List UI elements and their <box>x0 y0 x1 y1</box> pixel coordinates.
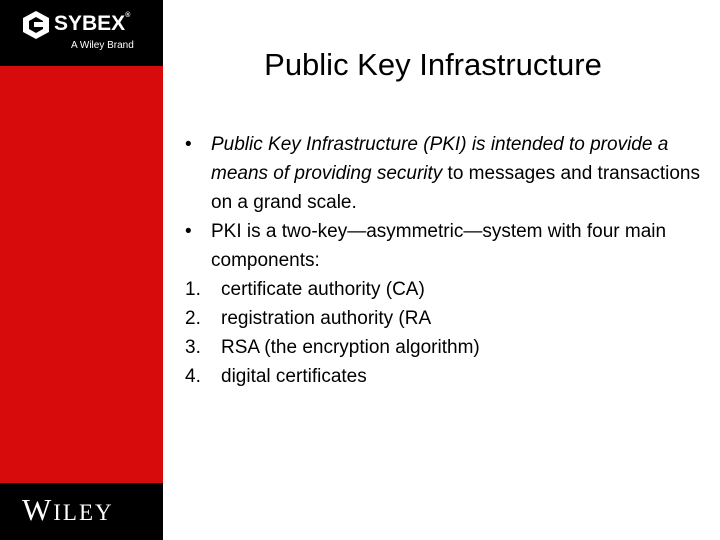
bullet-item <box>185 217 705 275</box>
slide-title: Public Key Infrastructure <box>264 47 602 82</box>
numbered-text: digital certificates <box>221 366 367 387</box>
numbered-text: RSA (the encryption algorithm) <box>221 337 480 358</box>
bullet-marker: • <box>185 221 192 242</box>
sybex-logo-subtitle: A Wiley Brand <box>71 40 134 51</box>
numbered-text: registration authority (RA <box>221 308 432 329</box>
bullet-text: PKI is a two-key—asymmetric—system with four main components: <box>211 221 667 271</box>
bullet-item <box>185 130 705 217</box>
number-marker: 2. <box>185 308 201 329</box>
numbered-text: certificate authority (CA) <box>221 279 425 300</box>
number-marker: 1. <box>185 279 201 300</box>
bullet-text <box>211 130 705 217</box>
number-marker: 4. <box>185 366 201 387</box>
numbered-item <box>185 362 705 391</box>
numbered-item <box>185 304 705 333</box>
bullet-italic-text: Public Key Infrastructure (PKI) is intended to provide a means of providing security <box>211 134 669 184</box>
number-marker: 3. <box>185 337 201 358</box>
wiley-logo: WILEY <box>22 492 114 527</box>
sybex-cube-icon <box>21 10 51 40</box>
brand-sidebar <box>0 0 163 540</box>
bullet-marker: • <box>185 134 192 155</box>
numbered-item <box>185 275 705 304</box>
bullet-rest-text: to messages and transactions on a grand scale. <box>211 163 700 213</box>
sybex-logo-panel <box>0 0 163 66</box>
sybex-logo-text: SYBEX® <box>54 12 131 35</box>
numbered-item <box>185 333 705 362</box>
slide-body <box>185 130 705 391</box>
